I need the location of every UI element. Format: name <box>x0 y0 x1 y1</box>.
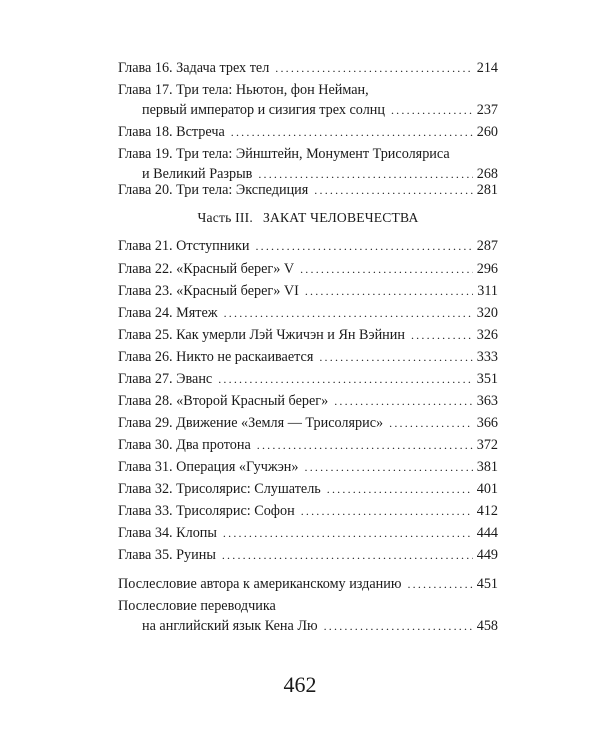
toc-entry-chapter-22 <box>118 259 498 279</box>
page-number: 401 <box>476 481 498 497</box>
chapter-title: Глава 17. Три тела: Ньютон, фон Нейман, <box>118 82 369 98</box>
leader-dots <box>389 413 473 433</box>
toc-entry-chapter-27 <box>118 369 498 389</box>
page-number: 214 <box>476 60 498 76</box>
chapter-title: Глава 28. «Второй Красный берег» <box>118 393 329 409</box>
leader-dots <box>300 259 473 279</box>
chapter-title: Глава 33. Трисолярис: Софон <box>118 503 295 519</box>
part-heading <box>118 210 498 226</box>
leader-dots <box>314 180 472 200</box>
toc-entry-chapter-16 <box>118 58 498 78</box>
leader-dots <box>319 347 472 367</box>
part-title: ЗАКАТ ЧЕЛОВЕЧЕСТВА <box>262 210 419 225</box>
leader-dots <box>257 435 473 455</box>
page-number: 237 <box>476 102 498 118</box>
toc-entry-chapter-29 <box>118 413 498 433</box>
chapter-title: Глава 32. Трисолярис: Слушатель <box>118 481 321 497</box>
chapter-title: Глава 16. Задача трех тел <box>118 60 270 76</box>
chapter-title: Глава 35. Руины <box>118 547 216 563</box>
toc-entry-chapter-31 <box>118 457 498 477</box>
leader-dots <box>327 479 473 499</box>
page-number: 449 <box>476 547 498 563</box>
toc-entry-chapter-35 <box>118 545 498 565</box>
toc-entry-chapter-17 <box>118 80 498 120</box>
chapter-title-continued: первый император и сизигия трех солнц <box>142 102 385 118</box>
chapter-title-continued: и Великий Разрыв <box>142 166 253 182</box>
page-number: 366 <box>476 415 498 431</box>
toc-entry-author-afterword <box>118 574 498 594</box>
page-number: 451 <box>476 576 498 592</box>
page-number: 351 <box>476 371 498 387</box>
toc-entry-chapter-20 <box>118 180 498 200</box>
toc-entry-chapter-25 <box>118 325 498 345</box>
page-number: 281 <box>476 182 498 198</box>
leader-dots <box>275 58 472 78</box>
afterword-title: Послесловие автора к американскому изданию <box>118 576 402 592</box>
chapter-title: Глава 27. Эванс <box>118 371 213 387</box>
chapter-title: Глава 23. «Красный берег» VI <box>118 283 299 299</box>
leader-dots <box>231 122 473 142</box>
page-number: 326 <box>476 327 498 343</box>
page-number: 320 <box>476 305 498 321</box>
toc-entry-chapter-18 <box>118 122 498 142</box>
leader-dots <box>305 281 473 301</box>
toc-entry-chapter-24 <box>118 303 498 323</box>
page-number: 260 <box>476 124 498 140</box>
leader-dots <box>324 616 473 636</box>
chapter-title: Глава 18. Встреча <box>118 124 225 140</box>
leader-dots <box>222 545 473 565</box>
page-number: 444 <box>476 525 498 541</box>
toc-entry-translator-afterword <box>118 596 498 636</box>
page-number: 268 <box>476 166 498 182</box>
toc-entry-chapter-30 <box>118 435 498 455</box>
page-number: 381 <box>476 459 498 475</box>
leader-dots <box>334 391 473 411</box>
page-number: 458 <box>476 618 498 634</box>
toc-entry-chapter-26 <box>118 347 498 367</box>
page-number: 333 <box>476 349 498 365</box>
chapter-title: Глава 31. Операция «Гучжэн» <box>118 459 299 475</box>
toc-entry-chapter-28 <box>118 391 498 411</box>
leader-dots <box>255 236 472 256</box>
toc-entry-chapter-21 <box>118 236 498 256</box>
leader-dots <box>223 523 473 543</box>
leader-dots <box>218 369 473 389</box>
leader-dots <box>301 501 473 521</box>
chapter-title: Глава 24. Мятеж <box>118 305 218 321</box>
chapter-title: Глава 34. Клопы <box>118 525 217 541</box>
leader-dots <box>224 303 473 323</box>
toc-entry-chapter-34 <box>118 523 498 543</box>
chapter-title: Глава 25. Как умерли Лэй Чжичэн и Ян Вэйнин <box>118 327 405 343</box>
chapter-title: Глава 20. Три тела: Экспедиция <box>118 182 309 198</box>
chapter-title: Глава 29. Движение «Земля — Трисолярис» <box>118 415 384 431</box>
page-number: 296 <box>476 261 498 277</box>
toc-entry-chapter-33 <box>118 501 498 521</box>
chapter-title: Глава 30. Два протона <box>118 437 251 453</box>
folio-page-number: 462 <box>283 672 317 697</box>
page-number: 287 <box>476 238 498 254</box>
leader-dots <box>411 325 473 345</box>
toc-entry-chapter-23 <box>118 281 498 301</box>
page-number: 412 <box>476 503 498 519</box>
leader-dots <box>407 574 472 594</box>
page-number: 372 <box>476 437 498 453</box>
leader-dots <box>305 457 473 477</box>
toc-entry-chapter-32 <box>118 479 498 499</box>
afterword-title-continued: на английский язык Кена Лю <box>142 618 318 634</box>
afterword-title: Послесловие переводчика <box>118 598 276 614</box>
toc-entry-chapter-19 <box>118 144 498 184</box>
chapter-title: Глава 26. Никто не раскаивается <box>118 349 314 365</box>
chapter-title: Глава 19. Три тела: Эйнштейн, Монумент Трисоляриса <box>118 146 450 162</box>
page-number: 363 <box>476 393 498 409</box>
leader-dots <box>391 100 473 120</box>
part-label: Часть III. <box>197 210 253 225</box>
chapter-title: Глава 21. Отступники <box>118 238 250 254</box>
chapter-title: Глава 22. «Красный берег» V <box>118 261 295 277</box>
page-number: 311 <box>477 283 498 299</box>
